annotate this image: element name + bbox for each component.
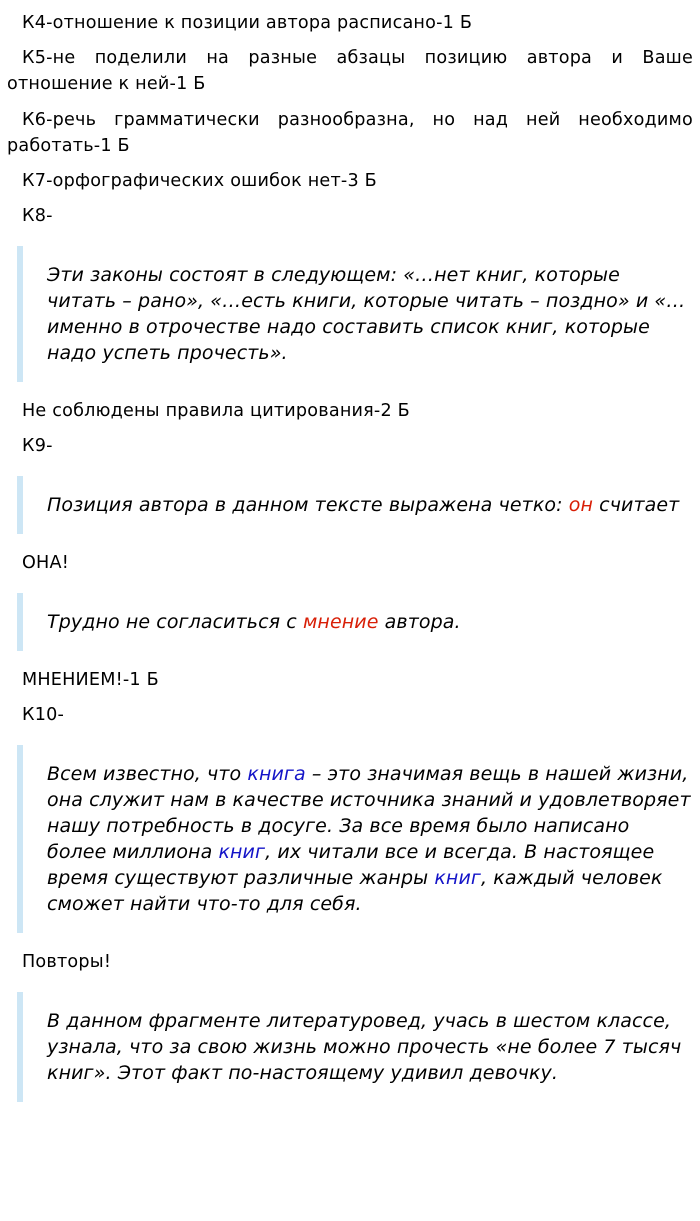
criterion-k7: К7-орфографических ошибок нет-3 Б — [22, 171, 377, 191]
error-highlight: мнение — [303, 611, 379, 633]
criterion-k8: К8- — [22, 206, 53, 226]
quote-text: автора. — [378, 611, 461, 633]
quote-repetitions — [17, 745, 700, 933]
criterion-k10: К10- — [22, 705, 65, 725]
quote-literary-critic — [17, 992, 700, 1102]
quote-text: Трудно не согласиться с — [47, 611, 303, 633]
quote-text: , их читали все и всегда. В настоящее время существуют различные жанры — [47, 841, 655, 889]
repeat-highlight: книга — [247, 763, 306, 785]
k8-comment: Не соблюдены правила цитирования-2 Б — [22, 401, 410, 421]
quote-text: Всем известно, что — [47, 763, 248, 785]
quote-text: , каждый человек сможет найти что-то для себя. — [47, 867, 663, 915]
k10-comment: Повторы! — [22, 952, 112, 972]
quote-citation-example — [17, 246, 700, 382]
quote-agreement — [17, 593, 700, 651]
quote-text: – это значимая вещь в нашей жизни, она служит нам в качестве источника знаний и удовлетворяет нашу потребность в досуге. За все время было написано более миллиона — [47, 763, 691, 863]
k9-comment-case: МНЕНИЕМ!-1 Б — [22, 670, 159, 690]
error-highlight: он — [568, 494, 594, 516]
review-content — [7, 0, 693, 1102]
quote-author-position — [17, 476, 700, 534]
criterion-k9: К9- — [22, 436, 53, 456]
repeat-highlight: книг — [434, 867, 481, 889]
criterion-k6: К6-речь грамматически разнообразна, но над ней необходимо работать-1 Б — [7, 110, 693, 156]
criterion-k5: К5-не поделили на разные абзацы позицию автора и Ваше отношение к ней-1 Б — [7, 48, 693, 94]
quote-citation-text: Эти законы состоят в следующем: «…нет книг, которые читать – рано», «…есть книги, которые читать – поздно» и «…именно в отрочестве надо составить список книг, которые надо успеть прочесть». — [47, 264, 686, 364]
quote-text: Позиция автора в данном тексте выражена четко: — [47, 494, 569, 516]
quote-text: считает — [593, 494, 680, 516]
quote-text: В данном фрагменте литературовед, учась в шестом классе, узнала, что за свою жизнь можно прочесть «не более 7 тысяч книг». Этот факт по-настоящему удивил девочку. — [47, 1010, 682, 1084]
criterion-k4: К4-отношение к позиции автора расписано-1 Б — [22, 13, 473, 33]
repeat-highlight: книг — [218, 841, 266, 863]
k9-comment-pronoun: ОНА! — [22, 553, 69, 573]
